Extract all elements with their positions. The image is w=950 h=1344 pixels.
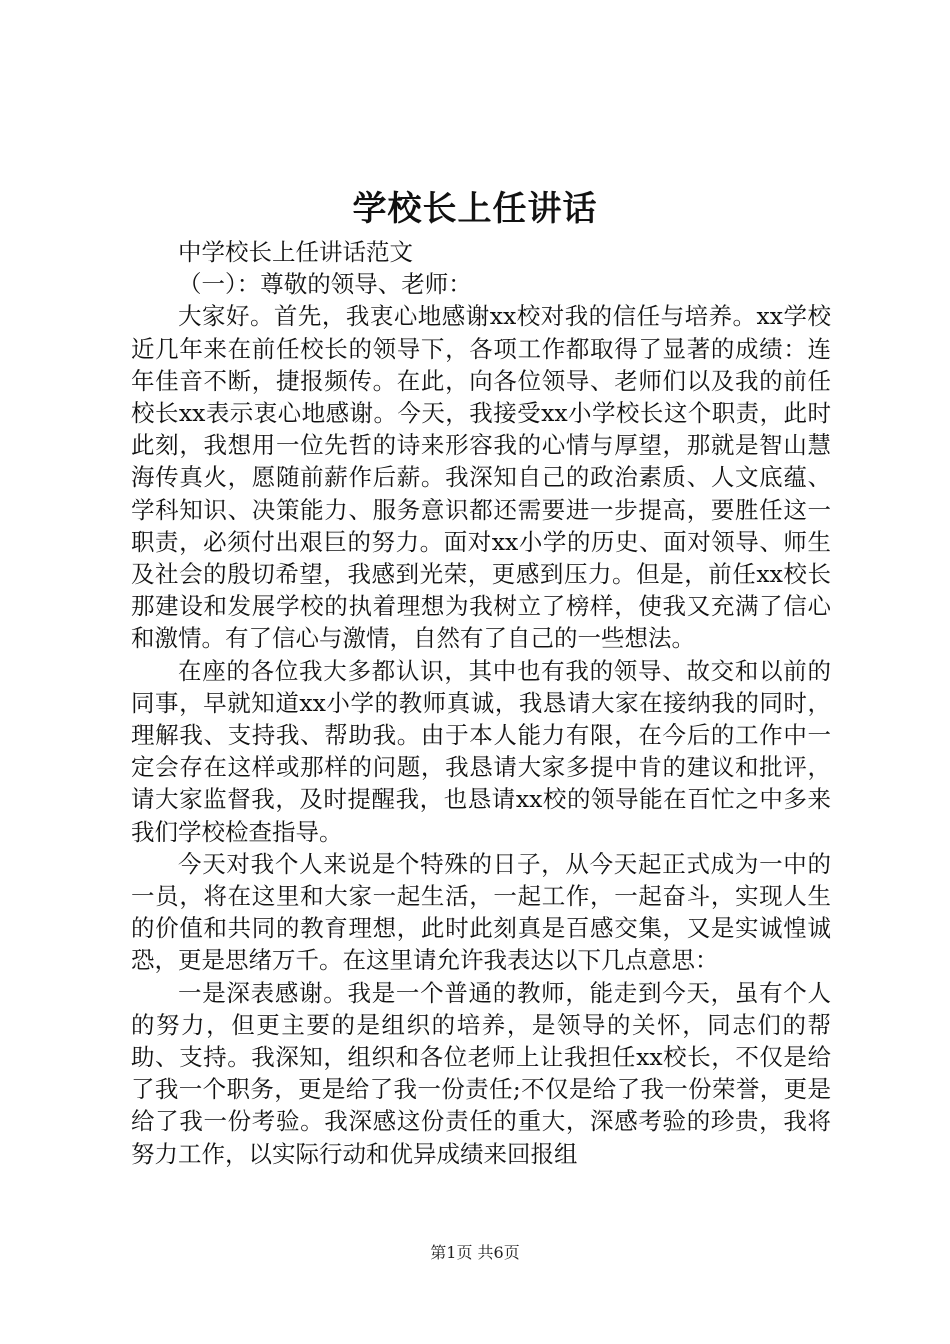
paragraph: 一是深表感谢。我是一个普通的教师，能走到今天，虽有个人的努力，但更主要的是组织的培养，是领导的关怀，同志们的帮助、支持。我深知，组织和各位老师上让我担任xx校长，不仅是给了我一个职务，更是给了我一份责任;不仅是给了我一份荣誉，更是给了我一份考验。我深感这份责任的重大，深感考验的珍贵，我将努力工作，以实际行动和优异成绩来回报组: [131, 978, 831, 1168]
page-number: 第1页 共6页: [430, 1243, 520, 1262]
paragraph: 在座的各位我大多都认识，其中也有我的领导、故交和以前的同事，早就知道xx小学的教师真诚，我恳请大家在接纳我的同时，理解我、支持我、帮助我。由于本人能力有限，在今后的工作中一定会存在这样或那样的问题，我恳请大家多提中肯的建议和批评，请大家监督我，及时提醒我，也恳请xx校的领导能在百忙之中多来我们学校检查指导。: [131, 656, 831, 846]
paragraph-subtitle: 中学校长上任讲话范文: [178, 238, 413, 266]
page-footer: [0, 1242, 950, 1264]
paragraph-salutation: （一）：尊敬的领导、老师：: [178, 270, 472, 299]
document-title: 学校长上任讲话: [352, 189, 598, 229]
document-body: [131, 236, 831, 1170]
paragraph: 今天对我个人来说是个特殊的日子，从今天起正式成为一中的一员，将在这里和大家一起生活，一起工作，一起奋斗，实现人生的价值和共同的教育理想，此时此刻真是百感交集，又是实诚惶诚恐，更是思绪万千。在这里请允许我表达以下几点意思：: [131, 849, 831, 975]
paragraph: 大家好。首先，我衷心地感谢xx校对我的信任与培养。xx学校近几年来在前任校长的领导下，各项工作都取得了显著的成绩：连年佳音不断，捷报频传。在此，向各位领导、老师们以及我的前任校长xx表示衷心地感谢。今天，我接受xx小学校长这个职责，此时此刻，我想用一位先哲的诗来形容我的心情与厚望，那就是智山慧海传真火，愿随前薪作后薪。我深知自己的政治素质、人文底蕴、学科知识、决策能力、服务意识都还需要进一步提高，要胜任这一职责，必须付出艰巨的努力。面对xx小学的历史、面对领导、师生及社会的殷切希望，我感到光荣，更感到压力。但是，前任xx校长那建设和发展学校的执着理想为我树立了榜样，使我又充满了信心和激情。有了信心与激情，自然有了自己的一些想法。: [131, 302, 831, 653]
